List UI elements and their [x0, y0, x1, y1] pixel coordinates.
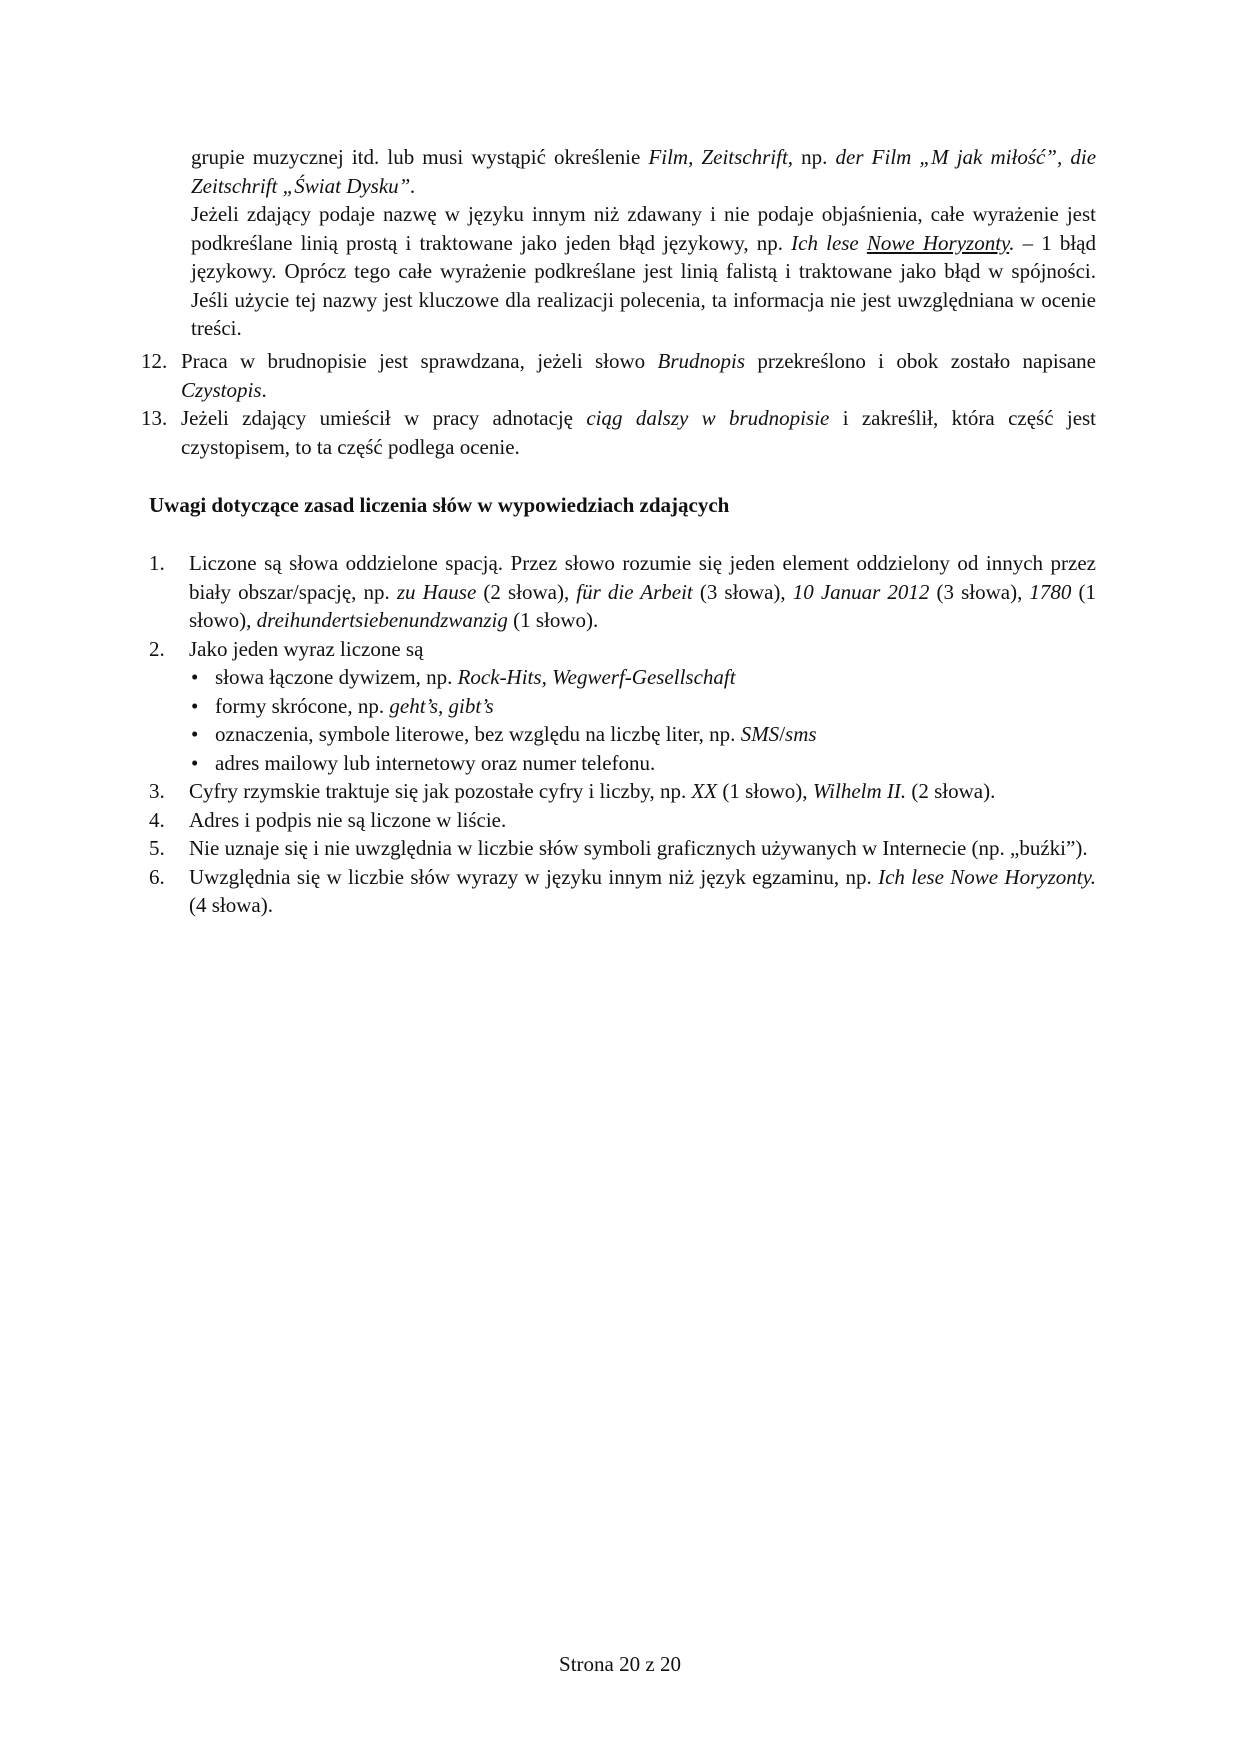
text: i zakreślił, która część jest czystopisem, to ta część podlega ocenie.	[181, 406, 1097, 459]
bullet-item	[189, 720, 1096, 749]
italic-text: ciąg dalszy w brudnopisie	[586, 406, 830, 430]
continuation-block	[191, 143, 1096, 343]
item-number: 13.	[141, 406, 168, 430]
list-item	[141, 404, 1096, 461]
italic-text: zu Hause	[396, 579, 477, 604]
text: np.	[793, 145, 836, 169]
item-number: 3.	[149, 779, 165, 803]
list-item	[149, 863, 1096, 920]
text: /	[779, 722, 786, 746]
numbered-list-continued	[141, 347, 1096, 461]
text: Praca w brudnopisie jest sprawdzana, jeżeli słowo	[181, 349, 658, 373]
text: Liczone są słowa oddzielone spacją. Przez słowo rozumie się jeden element oddzielony od innych przez biały obszar/spację, np.	[189, 551, 1096, 604]
bullet-item	[189, 749, 1096, 778]
italic-text: geht’s, gibt’s	[389, 693, 494, 718]
paragraph-film	[191, 143, 1096, 200]
word-count-rules	[149, 549, 1096, 920]
page-number-footer: Strona 20 z 20	[559, 1652, 681, 1676]
text: (3 słowa),	[929, 579, 1030, 604]
text: Uwzględnia się w liczbie słów wyrazy w języku innym niż język egzaminu, np.	[189, 864, 879, 889]
italic-text: Czystopis	[181, 377, 262, 402]
text: (1 słowo),	[189, 579, 1097, 632]
text: oznaczenia, symbole literowe, bez względu na liczbę liter, np.	[215, 722, 741, 746]
text: .	[261, 377, 267, 402]
text: (4 słowa).	[189, 893, 273, 917]
paragraph-foreign-name	[191, 200, 1096, 343]
text: Jako jeden wyraz liczone są	[189, 636, 424, 661]
list-item	[149, 549, 1096, 635]
item-number: 5.	[149, 836, 165, 860]
text: Jeżeli zdający podaje nazwę w języku innym niż zdawany i nie podaje objaśnienia, całe wyrażenie jest podkreślane linią prostą i traktowane jako jeden błąd językowy, np.	[191, 202, 1096, 255]
item-number: 12.	[141, 349, 168, 373]
text: Adres i podpis nie są liczone w liście.	[189, 807, 507, 832]
text: (3 słowa),	[692, 579, 793, 604]
italic-text: Brudnopis	[657, 349, 746, 373]
italic-text: der Film „M jak miłość”, die Zeitschrift „Świat Dysku”.	[191, 145, 1097, 198]
list-item	[149, 806, 1096, 835]
text: Ich lese	[791, 230, 867, 255]
italic-text: 10 Januar 2012	[792, 579, 930, 604]
italic-text: für die Arbeit	[576, 579, 693, 604]
item-number: 6.	[149, 864, 165, 889]
text: (2 słowa).	[906, 779, 996, 803]
bullet-list	[189, 663, 1096, 777]
list-item	[149, 635, 1096, 778]
text: formy skrócone, np.	[215, 693, 390, 718]
text: .	[1009, 230, 1015, 255]
italic-text: Wilhelm II.	[812, 779, 907, 803]
list-item	[141, 347, 1096, 404]
text: Jeżeli zdający umieścił w pracy adnotację	[181, 406, 587, 430]
italic-text: dreihundertsiebenundzwanzig	[256, 608, 508, 632]
text: – 1 błąd językowy. Oprócz tego całe wyrażenie podkreślane jest linią falistą i traktowane jako błąd w spójności. Jeśli użycie tej nazwy jest kluczowe dla realizacji polecenia, ta informacja nie jest uwzględniana w ocenie treści.	[191, 230, 1096, 340]
item-number: 2.	[149, 636, 165, 661]
italic-text: sms	[785, 722, 817, 746]
list-item	[149, 834, 1096, 863]
italic-text: Ich lese Nowe Horyzonty.	[878, 864, 1097, 889]
text: Nie uznaje się i nie uwzględnia w liczbie słów symboli graficznych używanych w Internecie (np. „buźki”).	[189, 836, 1088, 860]
text: słowa łączone dywizem, np.	[215, 665, 458, 689]
item-number: 1.	[149, 551, 165, 575]
text: (2 słowa),	[476, 579, 577, 604]
italic-text: Film, Zeitschrift,	[648, 145, 794, 169]
italic-text: SMS	[740, 722, 780, 746]
bullet-item	[189, 663, 1096, 692]
text: adres mailowy lub internetowy oraz numer telefonu.	[215, 750, 656, 775]
text: Cyfry rzymskie traktuje się jak pozostałe cyfry i liczby, np.	[189, 779, 692, 803]
text: przekreślono i obok zostało napisane	[745, 349, 1097, 373]
italic-text: 1780	[1029, 579, 1072, 604]
underlined-text: Nowe Horyzonty	[866, 230, 1010, 255]
text: (1 słowo).	[507, 608, 599, 632]
example-italic	[791, 231, 1014, 255]
bullet-item	[189, 692, 1096, 721]
list-item	[149, 777, 1096, 806]
section-heading: Uwagi dotyczące zasad liczenia słów w wypowiedziach zdających	[149, 493, 730, 517]
text: grupie muzycznej itd. lub musi wystąpić określenie	[191, 145, 649, 169]
italic-text: Rock-Hits, Wegwerf-Gesellschaft	[457, 665, 736, 689]
italic-text: XX	[691, 779, 718, 803]
item-number: 4.	[149, 807, 165, 832]
text: (1 słowo),	[717, 779, 813, 803]
